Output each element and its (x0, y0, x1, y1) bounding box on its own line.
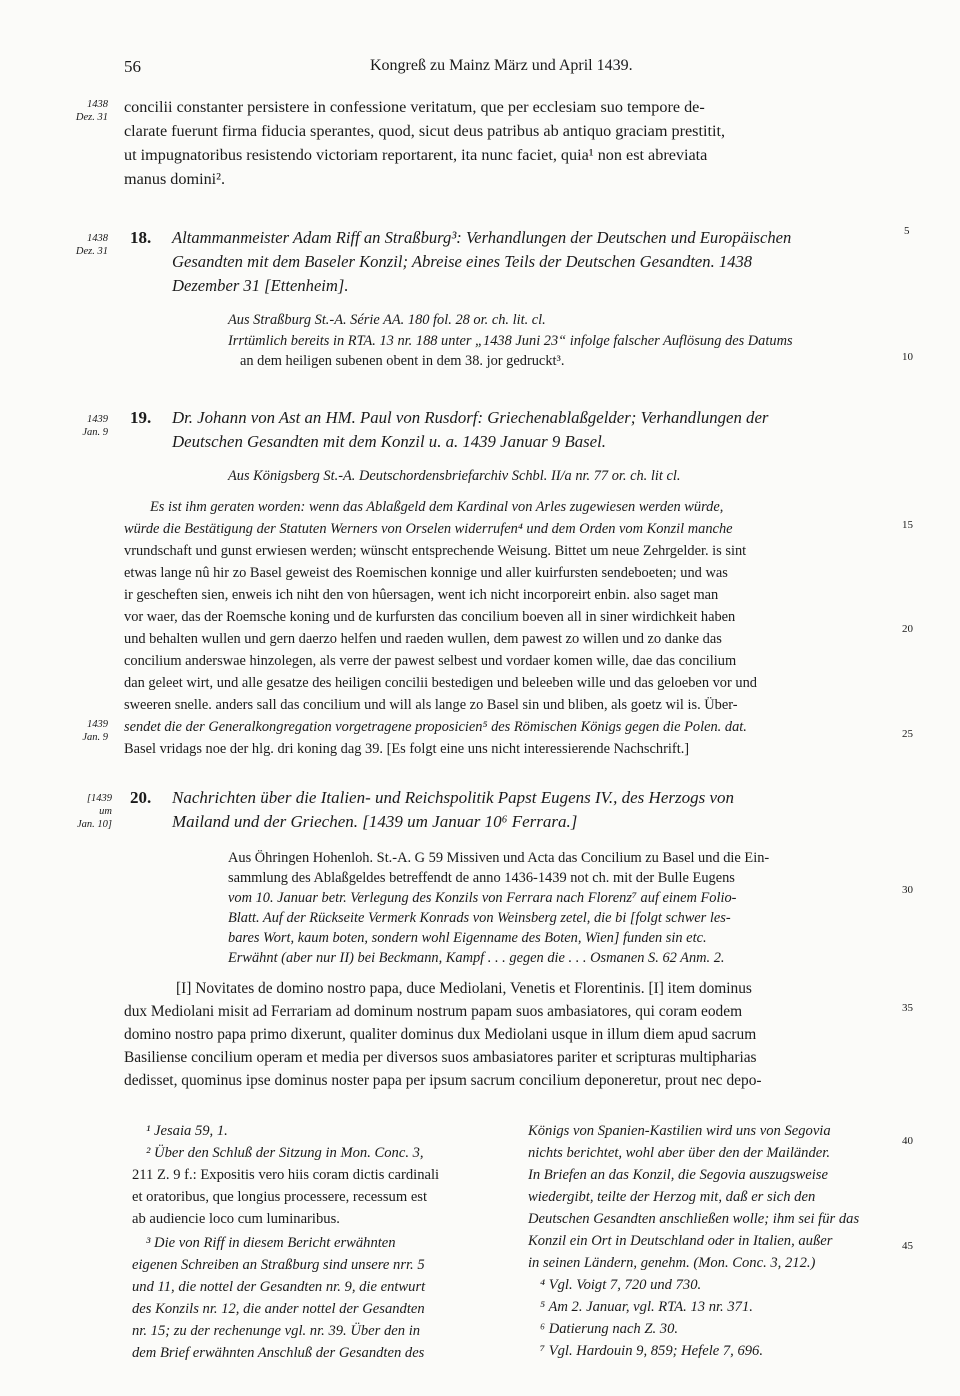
doc19-text-line: sweeren snelle. anders sall das concilium und will als lange zo Basel sin und bliben, als goetz wil is. Über- (124, 697, 738, 713)
doc20-text-line: dux Mediolani misit ad Ferrariam ad dominum nostrum papam suos ambasiatores, qui coram eodem (124, 1003, 743, 1020)
footnote-line: nr. 15; zu der rechenunge vgl. nr. 39. Über den in (132, 1323, 421, 1339)
line-number: 20 (902, 623, 913, 635)
doc18-note-line: Irrtümlich bereits in RTA. 13 nr. 188 unter „1438 Juni 23“ infolge falscher Auflösung des Datums (228, 333, 793, 349)
doc19-text-line: dan geleet wirt, und alle gesatze des heiligen concilii bestedigen und beleeben wille und das geloeben vor und (124, 675, 757, 691)
doc19-title-line: Deutschen Gesandten mit dem Konzil u. a. 1439 Januar 9 Basel. (172, 432, 606, 451)
doc19-text-line: vor waer, das der Roemsche koning und de kurfursten das concilium boeven all in siner wirdichkeit haben (124, 609, 736, 625)
doc19-text-line: würde die Bestätigung der Statuten Werners von Orselen widerrufen⁴ und dem Orden vom Konzil manche (124, 521, 733, 537)
footnote-line: ² Über den Schluß der Sitzung in Mon. Conc. 3, (146, 1145, 424, 1161)
footnote-line: ⁴ Vgl. Voigt 7, 720 und 730. (540, 1277, 702, 1293)
margin-date: 1439 Jan. 9 (82, 719, 108, 743)
footnote-line: 211 Z. 9 f.: Expositis vero hiis coram dictis cardinali (132, 1167, 440, 1183)
doc18-title-line: Altammanmeister Adam Riff an Straßburg³: Verhandlungen der Deutschen und Europäischen (172, 228, 792, 247)
doc20-source-line: Aus Öhringen Hohenloh. St.-A. G 59 Missiven und Acta das Concilium zu Basel und die Ein- (228, 850, 770, 866)
margin-date: 1438 Dez. 31 (75, 99, 108, 123)
doc20-text-line: Basiliense concilium operam et media per diversos suos ambasiatores pariter et scripturas multipharias (124, 1049, 757, 1066)
top-paragraph-line: ut impugnatoribus resistendo victoriam reportarent, ita nunc faciet, quia¹ non est abreviata (124, 146, 708, 164)
running-title: Kongreß zu Mainz März und April 1439. (370, 57, 633, 74)
doc19-text-line: Es ist ihm geraten worden: wenn das Ablaßgeld dem Kardinal von Arles zugewiesen werden würde, (150, 499, 724, 515)
footnote-line: ⁶ Datierung nach Z. 30. (540, 1321, 679, 1337)
line-number: 10 (902, 351, 913, 363)
doc18-number: 18. (130, 228, 152, 247)
line-number: 25 (902, 728, 913, 740)
doc19-text-line: und behalten wullen und gern daerzo helfen und raeden wullen, dem pawest zo willen und zo danke das (124, 631, 722, 647)
doc20-source-line: Blatt. Auf der Rückseite Vermerk Konrads von Weinsberg zetel, die bi [folgt schwer les- (228, 910, 731, 926)
doc19-text-line: ir gescheften sien, enweis ich niht den von hûersagen, went ich nicht incorporeirt enbin. also saget man (124, 587, 719, 603)
footnote-line: ab audiencie loco cum luminaribus. (132, 1211, 340, 1227)
footnote-line: Konzil ein Ort in Deutschland oder in Italien, außer (528, 1233, 833, 1249)
doc20-source-line: sammlung des Ablaßgeldes betreffendt de anno 1436-1439 not ch. mit der Bulle Eugens (228, 870, 735, 886)
footnote-line: wiedergibt, teilte der Herzog mit, daß er sich den (528, 1189, 816, 1205)
doc19-text-line: etwas lange nû hir zo Basel geweist des Roemischen konnige und aller kuirfursten sendeboeten; und was (124, 565, 728, 581)
doc19-text-line: Basel vridags noe der hlg. dri koning dag 39. [Es folgt eine uns nicht interessierende Nachschrift.] (124, 741, 690, 757)
doc20-text-line: domino nostro papa primo dixerunt, qualiter dominus dux Mediolani usque in illum diem apud sacrum (124, 1026, 757, 1043)
margin-date: [1439 um Jan. 10] (77, 793, 112, 830)
top-paragraph-line: manus domini². (124, 170, 226, 188)
doc18-title-line: Dezember 31 [Ettenheim]. (172, 276, 349, 295)
footnote-line: nichts berichtet, wohl aber über den der Mailänder. (528, 1145, 830, 1161)
footnote-line: ³ Die von Riff in diesem Bericht erwähnten (146, 1235, 396, 1251)
doc18-note-line: an dem heiligen subenen obent in dem 38. jor gedruckt³. (240, 353, 565, 369)
doc20-text-line: [I] Novitates de domino nostro papa, duce Mediolani, Venetis et Florentinis. [I] item dominus (176, 980, 752, 997)
footnote-line: In Briefen an das Konzil, die Segovia auszugsweise (528, 1167, 828, 1183)
footnote-line: dem Brief erwähnten Anschluß der Gesandten des (132, 1345, 425, 1361)
line-number: 5 (904, 225, 910, 237)
doc20-title-line: Nachrichten über die Italien- und Reichspolitik Papst Eugens IV., des Herzogs von (172, 788, 735, 807)
doc19-text-line: sendet die der Generalkongregation vorgetragene proposicien⁵ des Römischen Königs gegen die Polen. dat. (124, 719, 747, 735)
footnote-line: in seinen Ländern, genehm. (Mon. Conc. 3, 212.) (528, 1255, 816, 1271)
margin-date: 1439 Jan. 9 (82, 414, 108, 438)
margin-date: 1438 Dez. 31 (75, 233, 108, 257)
footnote-line: ⁵ Am 2. Januar, vgl. RTA. 13 nr. 371. (540, 1299, 753, 1315)
footnote-line: ⁷ Vgl. Hardouin 9, 859; Hefele 7, 696. (540, 1343, 764, 1359)
footnote-line: ¹ Jesaia 59, 1. (146, 1123, 228, 1139)
doc20-source-line: vom 10. Januar betr. Verlegung des Konzils von Ferrara nach Florenz⁷ auf einem Folio- (228, 890, 737, 906)
doc19-text-line: vrundschaft und gunst erwiesen werden; wünscht entsprechende Weisung. Bittet um neue Zehrgelder. is sint (124, 543, 747, 559)
footnote-line: des Konzils nr. 12, die ander nottel der Gesandten (132, 1301, 425, 1317)
doc19-number: 19. (130, 408, 152, 427)
footnote-line: et oratoribus, que longius processere, recessum est (132, 1189, 428, 1205)
line-number: 35 (902, 1002, 913, 1014)
line-number: 15 (902, 519, 913, 531)
line-number: 40 (902, 1135, 913, 1147)
footnote-line: eigenen Schreiben an Straßburg sind unsere nrr. 5 (132, 1257, 425, 1273)
footnote-line: und 11, die nottel der Gesandten nr. 9, die entwurt (132, 1279, 426, 1295)
doc18-title-line: Gesandten mit dem Baseler Konzil; Abreise eines Teils der Deutschen Gesandten. 1438 (172, 252, 753, 271)
page-number: 56 (124, 57, 141, 76)
doc20-source-line: Erwähnt (aber nur II) bei Beckmann, Kampf . . . gegen die . . . Osmanen S. 62 Anm. 2. (228, 950, 725, 966)
doc19-source: Aus Königsberg St.-A. Deutschordensbriefarchiv Schbl. II/a nr. 77 or. ch. lit cl. (228, 468, 681, 484)
doc20-number: 20. (130, 788, 152, 807)
top-paragraph-line: concilii constanter persistere in confessione veritatum, que per ecclesiam suo tempore de- (124, 98, 705, 116)
line-number: 30 (902, 884, 913, 896)
doc19-text-line: concilium anderswae hinzolegen, als verre der pawest selbest und vordaer komen wille, dae das concilium (124, 653, 737, 669)
doc20-title-line: Mailand und der Griechen. [1439 um Januar 10⁶ Ferrara.] (172, 812, 578, 831)
doc20-source-line: bares Wort, kaum boten, sondern wohl Eigenname des Boten, Wien] funden sin etc. (228, 930, 707, 946)
footnote-line: Königs von Spanien-Kastilien wird uns von Segovia (528, 1123, 831, 1139)
top-paragraph-line: clarate fuerunt firma fiducia sperantes, quod, sicut deus patribus ab antiquo graciam prestitit, (124, 122, 725, 140)
doc18-source: Aus Straßburg St.-A. Série AA. 180 fol. 28 or. ch. lit. cl. (228, 312, 546, 328)
line-number: 45 (902, 1240, 913, 1252)
footnote-line: Deutschen Gesandten anschließen wolle; ihm sei für das (528, 1211, 860, 1227)
doc20-text-line: dedisset, quominus ipse dominus noster papa per ipsum sacrum concilium deponeretur, prout nec depo- (124, 1072, 762, 1089)
doc19-title-line: Dr. Johann von Ast an HM. Paul von Rusdorf: Griechenablaßgelder; Verhandlungen der (172, 408, 769, 427)
